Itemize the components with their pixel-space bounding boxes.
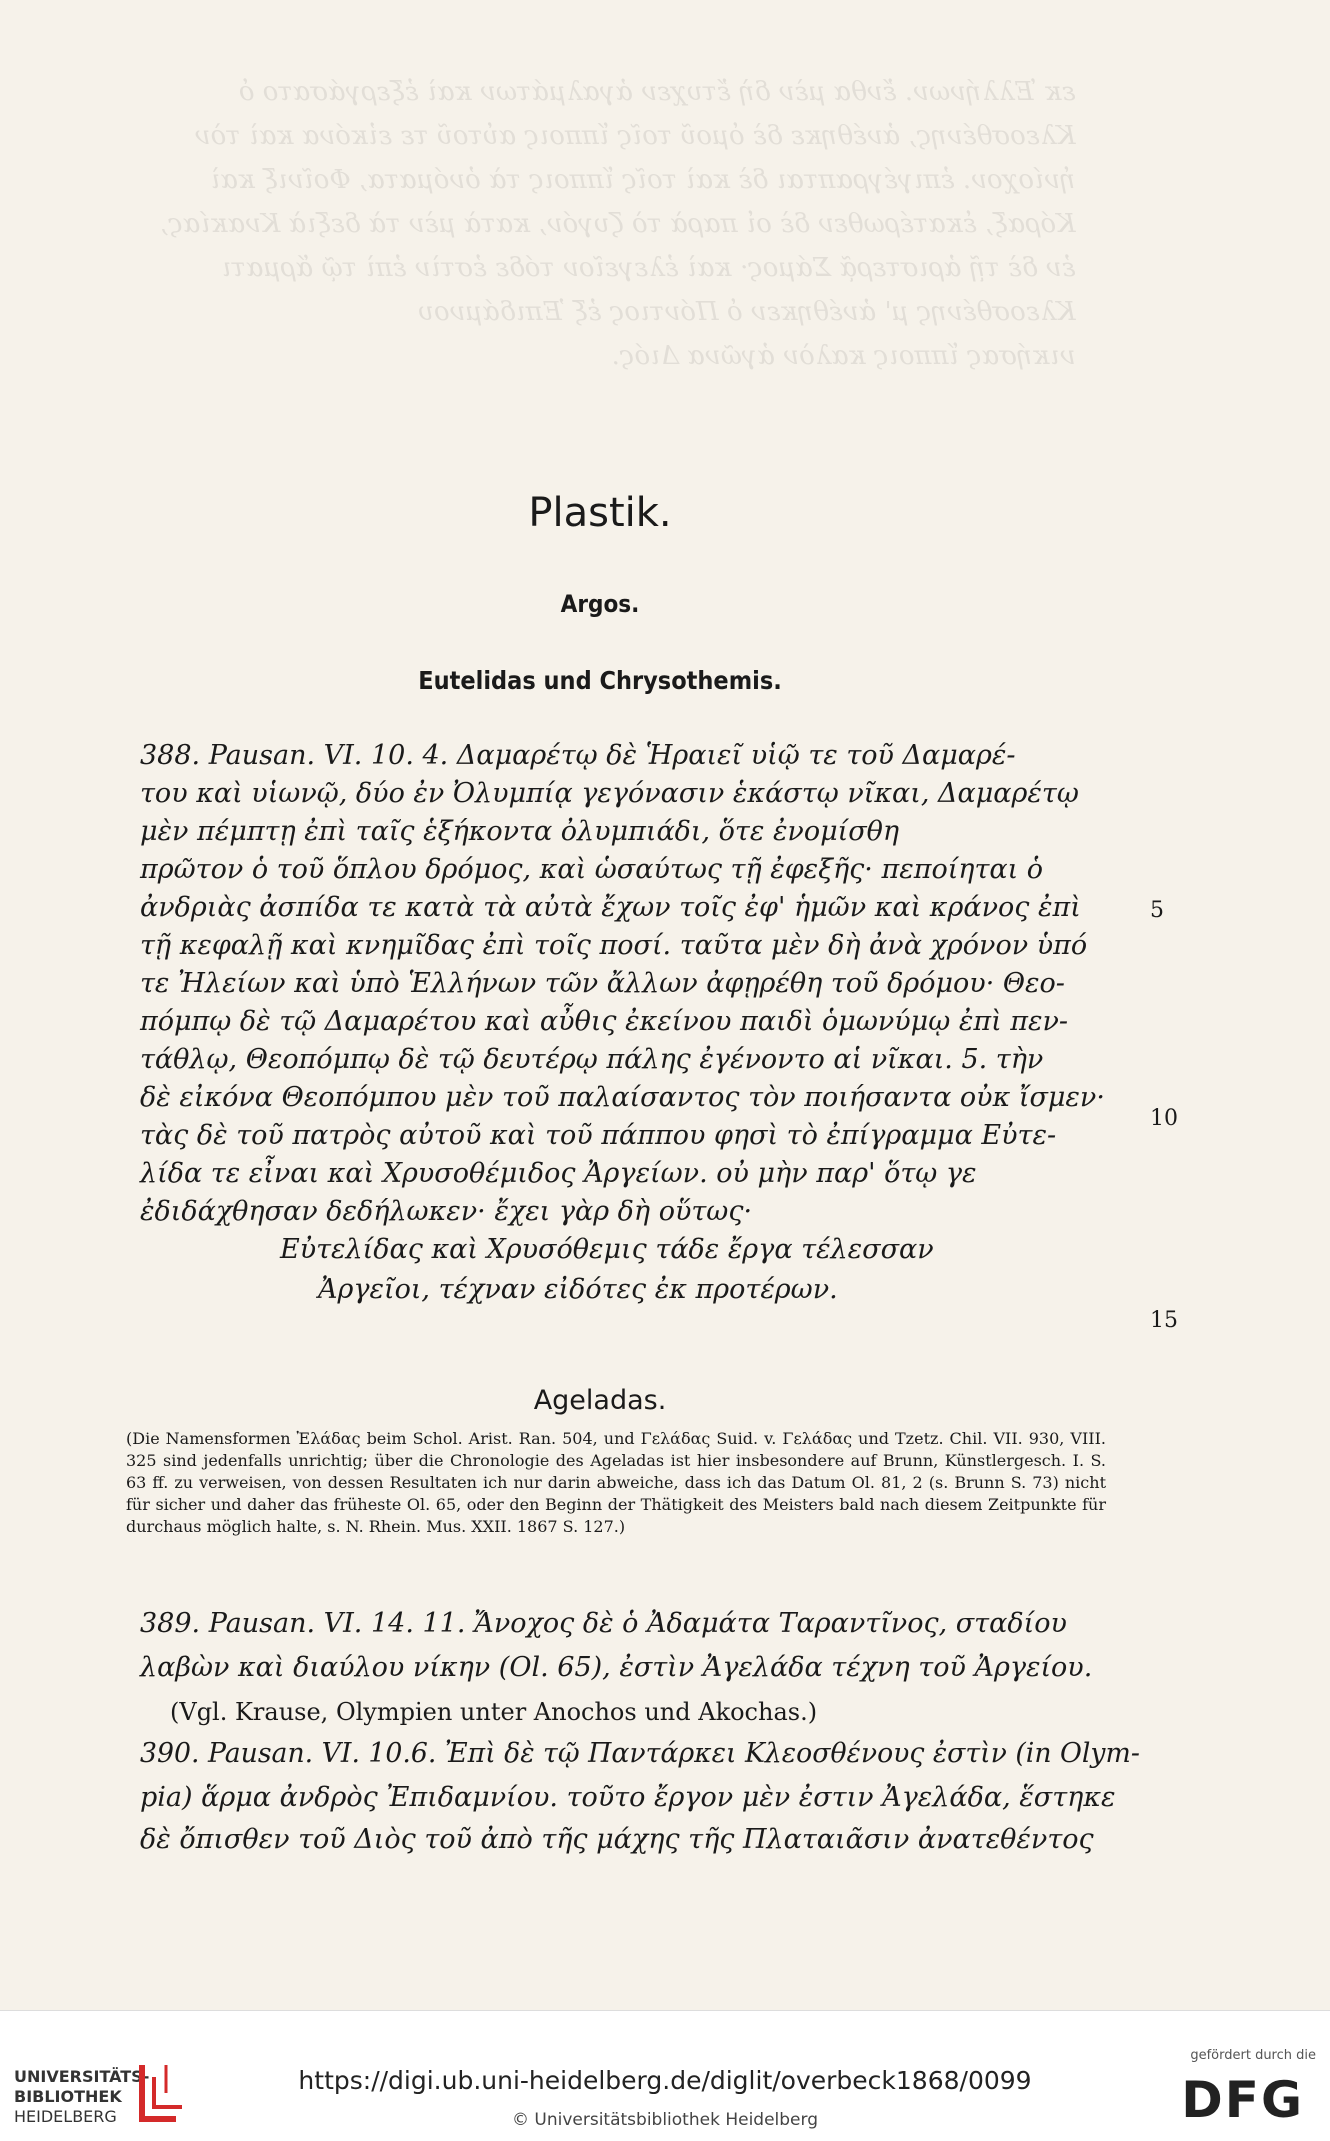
library-logo: UNIVERSITÄTS- BIBLIOTHEK HEIDELBERG — [14, 2067, 150, 2126]
line-number: 10 — [1150, 1106, 1178, 1131]
entry-389-line: λαβὼν καὶ διαύλου νίκην (Ol. 65), ἐστὶν Ἀγελάδα τέχνη τοῦ Ἀργείου. — [140, 1652, 1093, 1683]
epigram-line: Εὐτελίδας καὶ Χρυσόθεμις τάδε ἔργα τέλεσσαν — [280, 1234, 934, 1265]
entry-388-line: πρῶτον ὁ τοῦ ὅπλου δρόμος, καὶ ὡσαύτως τῇ ἐφεξῆς· πεποίηται ὁ — [140, 854, 1044, 885]
entry-388-line: 388. Pausan. VI. 10. 4. Δαμαρέτῳ δὲ Ἡραιεῖ υἱῷ τε τοῦ Δαμαρέ- — [140, 740, 1016, 771]
copyright-notice: © Universitätsbibliothek Heidelberg — [511, 2110, 818, 2130]
permalink[interactable]: https://digi.ub.uni-heidelberg.de/diglit/overbeck1868/0099 — [298, 2066, 1032, 2095]
entry-390-line: δὲ ὄπισθεν τοῦ Διὸς τοῦ ἀπὸ τῆς μάχης τῆς Πλαταιᾶσιν ἀνατεθέντος — [140, 1824, 1094, 1855]
entry-388-line: λίδα τε εἶναι καὶ Χρυσοθέμιδος Ἀργείων. οὐ μὴν παρ' ὅτῳ γε — [140, 1158, 977, 1189]
entry-390-line: 390. Pausan. VI. 10.6. Ἐπὶ δὲ τῷ Παντάρκει Κλεοσθένους ἐστὶν (in Olym- — [140, 1738, 1140, 1769]
entry-388-line: ἐδιδάχθησαν δεδήλωκεν· ἔχει γὰρ δὴ οὕτως· — [140, 1196, 753, 1227]
entry-388-line: τὰς δὲ τοῦ πατρὸς αὐτοῦ καὶ τοῦ πάππου φησὶ τὸ ἐπίγραμμα Εὐτε- — [140, 1120, 1057, 1151]
entry-388-line: ἀνδριὰς ἀσπίδα τε κατὰ τὰ αὐτὰ ἔχων τοῖς ἐφ' ἡμῶν καὶ κράνος ἐπὶ — [140, 892, 1081, 923]
entry-389-line: 389. Pausan. VI. 14. 11. Ἄνοχος δὲ ὁ Ἀδαμάτα Ταραντῖνος, σταδίου — [140, 1608, 1067, 1639]
epigram-line: Ἀργεῖοι, τέχναν εἰδότες ἐκ προτέρων. — [318, 1274, 838, 1305]
line-number: 5 — [1150, 898, 1164, 923]
viewer-footer — [0, 2010, 1330, 2141]
entry-390-line: pia) ἅρμα ἀνδρὸς Ἐπιδαμνίου. τοῦτο ἔργον μὲν ἐστιν Ἀγελάδα, ἕστηκε — [140, 1782, 1116, 1813]
entry-388-line: πόμπῳ δὲ τῷ Δαμαρέτου καὶ αὖθις ἐκείνου παιδὶ ὁμωνύμῳ ἐπὶ πεν- — [140, 1006, 1069, 1037]
entry-388-line: δὲ εἰκόνα Θεοπόμπου μὲν τοῦ παλαίσαντος τὸν ποιήσαντα οὐκ ἴσμεν· — [140, 1082, 1105, 1113]
entry-388-line: τε Ἠλείων καὶ ὑπὸ Ἑλλήνων τῶν ἄλλων ἀφῃρέθη τοῦ δρόμου· Θεο- — [140, 968, 1065, 999]
show-through-text: εκ Ἑλλήνων. ἔνθα μὲν δὴ ἔτυχεν ἀγαλμάτων καὶ ἐξεργάσατο ὁ Κλεοσθένης, ἀνέθηκε δὲ ὁμοῦ τοῖς ἵπποις αὑτοῦ τε εἰκόνα καὶ τὸν ἡνίοχον. ἐπιγέγραπται δὲ καὶ τοῖς ἵπποις τὰ ὀνόματα, Φοῖνιξ καὶ Κόραξ, ἑκατέρωθεν δὲ οἱ παρὰ τὸ ζυγόν, κατὰ μὲν τὰ δεξιὰ Κνακίας, ἐν δὲ τῇ ἀριστερᾷ Σάμος· καὶ ἐλεγεῖον τόδε ἐστὶν ἐπὶ τῷ ἅρματι Κλεοσθένης μ' ἀνέθηκεν ὁ Πόντιος ἐξ Ἐπιδάμνου νικήσας ἵπποις καλὸν ἀγῶνα Διός. — [160, 77, 1076, 371]
editor-note: (Die Namensformen Ἐλάδας beim Schol. Arist. Ran. 504, und Γελάδας Suid. v. Γελάδας und Tzetz. Chil. VII. 930, VIII. 325 sind jedenfalls unrichtig; über die Chronologie des Ageladas ist hier insbesondere auf Brunn, Künstlergesch. I. S. 63 ff. zu verweisen, von dessen Resultaten ich nur darin abweiche, dass ich das Datum Ol. 81, 2 (s. Brunn S. 73) nicht für sicher und daher das früheste Ol. 65, oder den Beginn der Thätigkeit des Meisters bald nach diesem Zeitpunkte für durchaus möglich halte, s. N. Rhein. Mus. XXII. 1867 S. 127.) — [126, 1429, 1106, 1536]
entry-388-line: του καὶ υἱωνῷ, δύο ἐν Ὀλυμπίᾳ γεγόνασιν ἑκάστῳ νῖκαι, Δαμαρέτῳ — [140, 778, 1079, 809]
dfg-logo: DFG — [1181, 2071, 1304, 2129]
page-title: Plastik. — [528, 490, 672, 536]
entry-388-line: τῇ κεφαλῇ καὶ κνημῖδας ἐπὶ τοῖς ποσί. ταῦτα μὲν δὴ ἀνὰ χρόνον ὑπό — [140, 930, 1088, 961]
entry-389-reference: (Vgl. Krause, Olympien unter Anochos und Akochas.) — [170, 1698, 818, 1726]
funding-notice: gefördert durch die — [1190, 2048, 1316, 2063]
line-number: 15 — [1150, 1308, 1178, 1333]
entry-388-line: τάθλῳ, Θεοπόμπῳ δὲ τῷ δευτέρῳ πάλης ἐγένοντο αἱ νῖκαι. 5. τὴν — [140, 1044, 1044, 1075]
entry-388-line: μὲν πέμπτῃ ἐπὶ ταῖς ἑξήκοντα ὀλυμπιάδι, ὅτε ἐνομίσθη — [140, 816, 900, 847]
section-artists: Eutelidas und Chrysothemis. — [418, 666, 782, 695]
section-place: Argos. — [560, 590, 640, 618]
section-ageladas: Ageladas. — [533, 1385, 667, 1416]
